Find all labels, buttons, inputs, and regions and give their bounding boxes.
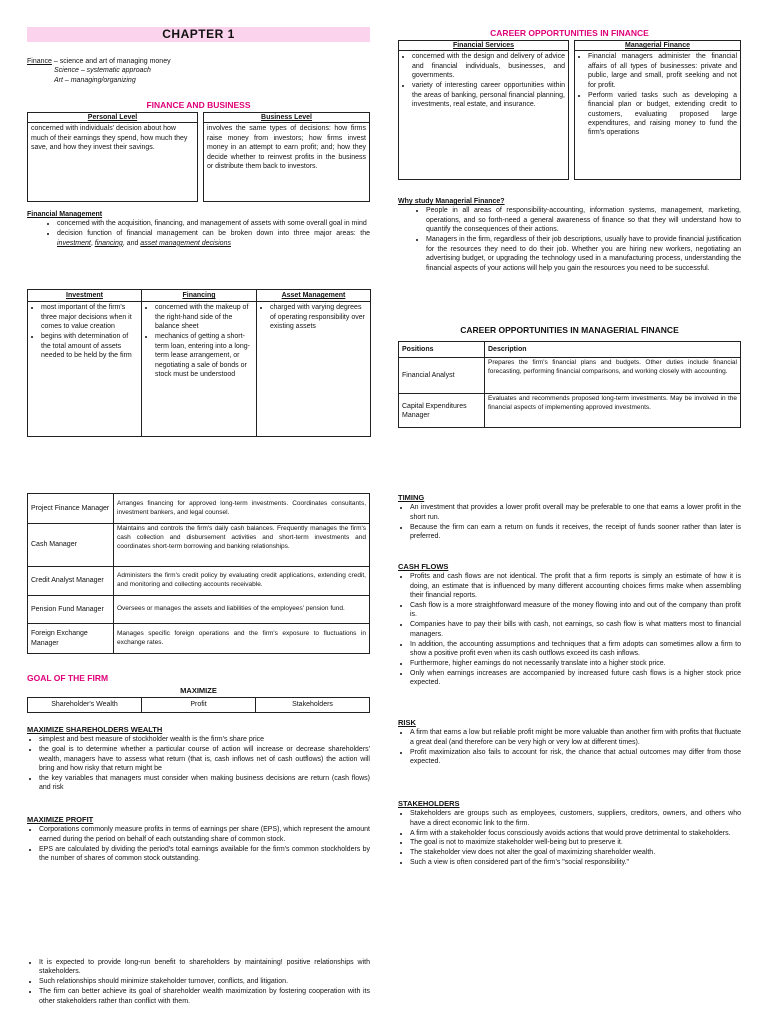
financial-management-head: Financial Management — [27, 211, 103, 218]
description-cell: Administers the firm's credit policy by evaluating credit applications, extending credit, and monitoring and collecting accounts receivable. — [114, 567, 370, 596]
position-cell: Project Finance Manager — [28, 494, 114, 524]
cash-flows-head: CASH FLOWS — [398, 562, 449, 571]
cash-flows-section — [398, 562, 741, 688]
personal-level-text: concerned with individuals' decision about how much of their earnings they spend, how much they save, and how they invest their savings. — [31, 125, 188, 152]
financial-services-item-1: • concerned with the design and delivery of advice and financial individuals, businesses, and governments. — [412, 52, 565, 80]
managerial-career-title: CAREER OPPORTUNITIES IN MANAGERIAL FINANCE — [460, 325, 679, 335]
bottom-item-3: • The firm can better achieve its goal of shareholder wealth maximization by fostering cooperation with its other stakeholders rather than conflict with them. — [39, 987, 370, 1006]
goal-option: Stakeholders — [256, 698, 370, 713]
finance-definition — [27, 57, 367, 85]
asset-item-1: • charged with varying degrees of operating responsibility over existing assets — [270, 303, 367, 331]
business-level-box — [203, 112, 370, 202]
position-cell: Foreign Exchange Manager — [28, 624, 114, 654]
why-study-head: Why study Managerial Finance? — [398, 198, 505, 205]
fin-mgmt-bullet-1: • concerned with the acquisition, financing, and management of assets with some overall goal in mind — [57, 219, 370, 228]
goal-options-table — [27, 697, 370, 713]
timing-section — [398, 493, 741, 542]
position-cell: Credit Analyst Manager — [28, 567, 114, 596]
position-cell: Capital Expenditures Manager — [399, 394, 485, 428]
investment-head: Investment — [28, 290, 142, 302]
why-study-section — [398, 197, 741, 274]
fin-mgmt-sep1: , — [90, 239, 95, 247]
managerial-finance-head: Managerial Finance — [575, 41, 740, 51]
stakeholders-item-1: • Stakeholders are groups such as employees, customers, suppliers, creditors, owners, and others who have a direct economic link to the firm. — [410, 809, 741, 828]
business-level-head: Business Level — [204, 113, 369, 123]
description-cell: Maintains and controls the firm's daily cash balances. Frequently manages the firm's cash collection and disbursement activities and short-term investments and coordinates short-term borrowing and banking relationships. — [114, 524, 370, 567]
finance-def-text: – science and art of managing money — [51, 58, 171, 65]
cash-flows-item-2: • Cash flow is a more straightforward measure of the money flowing into and out of the company than profit is. — [410, 601, 741, 620]
description-col-head: Description — [485, 342, 741, 358]
finance-term: Finance — [27, 58, 52, 65]
financing-head: Financing — [142, 290, 257, 302]
positions-col-head: Positions — [399, 342, 485, 358]
cash-flows-item-1: • Profits and cash flows are not identical. The profit that a firm reports is simply an estimate of how it is doing, an estimate that is influenced by many different accounting choices firms make when assembling their financial reports. — [410, 572, 741, 600]
msw-head: MAXIMIZE SHAREHOLDERS WEALTH — [27, 725, 163, 734]
position-cell: Pension Fund Manager — [28, 596, 114, 624]
timing-head: TIMING — [398, 493, 425, 502]
position-cell: Cash Manager — [28, 524, 114, 567]
description-cell: Evaluates and recommends proposed long-term investments. May be involved in the financial aspects of implementing approved investments. — [485, 394, 741, 428]
goal-option: Profit — [142, 698, 256, 713]
fin-mgmt-b2-text: decision function of financial management can be broken down into three major areas: the — [57, 230, 370, 238]
fin-mgmt-bullet-2 — [57, 229, 370, 248]
mp-item-1: • Corporations commonly measure profits in terms of earnings per share (EPS), which represent the amount earned during the period on behalf of each outstanding share of common stock. — [39, 825, 370, 844]
risk-item-2: • Profit maximization also fails to account for risk, the chance that actual outcomes may differ from those expected. — [410, 748, 741, 767]
why-study-item-1: • People in all areas of responsibility-accounting, information systems, management, marketing, operations, and so forth-need a general awareness of finance so that they will understand how to quantify the consequences of their actions. — [426, 206, 741, 234]
stakeholders-item-3: • The goal is not to maximize stakeholder well-being but to preserve it. — [410, 838, 741, 847]
investment-cell — [28, 302, 142, 437]
cash-flows-item-5: • Furthermore, higher earnings do not necessarily translate into a higher stock price. — [410, 659, 741, 668]
description-cell: Arranges financing for approved long-term investments. Coordinates consultants, investment bankers, and legal counsel. — [114, 494, 370, 524]
risk-section — [398, 718, 741, 767]
position-cell: Financial Analyst — [399, 358, 485, 394]
msw-item-2: • the goal is to determine whether a particular course of action will increase or decrease shareholders' wealth, managers have to assess what return (that is, cash inflows net of cash outflows) the action will bring and how risky that return might be — [39, 745, 370, 773]
maximize-profit-section — [27, 815, 370, 864]
financial-services-head: Financial Services — [399, 41, 568, 51]
fin-mgmt-investment-link: investment — [57, 239, 91, 247]
finance-business-title: FINANCE AND BUSINESS — [146, 100, 251, 110]
maximize-shareholders-section — [27, 725, 370, 793]
risk-item-1: • A firm that earns a low but reliable profit might be more valuable than another firm with profits that fluctuate a great deal (and therefore can be very high or very low at different times). — [410, 728, 741, 747]
description-cell: Manages specific foreign operations and the firm's exposure to fluctuations in exchange rates. — [114, 624, 370, 654]
investment-item-1: • most important of the firm's three major decisions when it comes to value creation — [41, 303, 138, 331]
personal-level-head: Personal Level — [28, 113, 197, 123]
mp-head: MAXIMIZE PROFIT — [27, 815, 94, 824]
stakeholders-item-4: • The stakeholder view does not alter the goal of maximizing shareholder wealth. — [410, 848, 741, 857]
positions-table — [27, 493, 370, 654]
asset-cell — [257, 302, 371, 437]
career-opportunities-title: CAREER OPPORTUNITIES IN FINANCE — [490, 28, 649, 38]
asset-management-head: Asset Management — [257, 290, 371, 302]
why-study-item-2: • Managers in the firm, regardless of their job descriptions, usually have to provide financial justification for the resources they need to do their job. Whether you are hiring new workers, negotiating an advertising budget, or upgrading the technology used in a manufacturing process, understanding the financial aspects of your actions will help you gain the resources you need to be successful. — [426, 235, 741, 273]
bottom-item-2: • Such relationships should minimize stakeholder turnover, conflicts, and litigation. — [39, 977, 370, 986]
fin-mgmt-asset-link: asset management decisions — [140, 239, 231, 247]
timing-item-1: • An investment that provides a lower profit overall may be preferable to one that earns a lower profit in the short run. — [410, 503, 741, 522]
investment-item-2: • begins with determination of the total amount of assets needed to be held by the firm — [41, 332, 138, 360]
business-level-text: involves the same types of decisions: how firms raise money from investors; how firms invest money in an attempt to earn profit; and; how they decide whether to reinvest profits in the business or distribute them back to investors. — [207, 125, 366, 171]
bottom-notes — [27, 958, 370, 1007]
personal-level-box — [27, 112, 198, 202]
managerial-finance-box — [574, 40, 741, 180]
fin-mgmt-sep2: , and — [122, 239, 141, 247]
risk-head: RISK — [398, 718, 416, 727]
mp-item-2: • EPS are calculated by dividing the period's total earnings available for the firm's common stockholders by the number of shares of common stock outstanding. — [39, 845, 370, 864]
stakeholders-item-2: • A firm with a stakeholder focus consciously avoids actions that would prove detrimental to stakeholders. — [410, 829, 741, 838]
description-cell: Oversees or manages the assets and liabilities of the employees' pension fund. — [114, 596, 370, 624]
description-cell: Prepares the firm's financial plans and budgets. Other duties include financial forecasting, performing financial comparisons, and working closely with accounting. — [485, 358, 741, 394]
finance-science: Science – systematic approach — [54, 67, 151, 75]
maximize-label: MAXIMIZE — [180, 686, 217, 695]
fin-mgmt-financing-link: financing — [94, 239, 123, 247]
msw-item-1: • simplest and best measure of stockholder wealth is the firm's share price — [39, 735, 370, 744]
managerial-finance-item-2: • Perform varied tasks such as developing a financial plan or budget, extending credit to customers, evaluating proposed large expenditures, and raising money to fund the firm's operations — [588, 91, 737, 138]
financing-item-2: • mechanics of getting a short-term loan, entering into a long-term lease arrangement, or negotiating a sale of bonds or stock must be understood — [155, 332, 253, 379]
goal-option: Shareholder's Wealth — [28, 698, 142, 713]
timing-item-2: • Because the firm can earn a return on funds it receives, the receipt of funds sooner rather than later is preferred. — [410, 523, 741, 542]
financial-management-section — [27, 210, 370, 249]
financial-services-item-2: • variety of interesting career opportunities within the areas of banking, personal financial planning, investments, real estate, and insurance. — [412, 81, 565, 109]
bottom-item-1: • It is expected to provide long-run benefit to shareholders by maintaining! positive relationships with stakeholders. — [39, 958, 370, 977]
stakeholders-head: STAKEHOLDERS — [398, 799, 460, 808]
managerial-career-table — [398, 341, 741, 428]
stakeholders-item-5: • Such a view is often considered part of the firm's "social responsibility." — [410, 858, 741, 867]
msw-item-3: • the key variables that managers must consider when making business decisions are return (cash flows) and risk — [39, 774, 370, 793]
stakeholders-section — [398, 799, 741, 868]
goal-title: GOAL OF THE FIRM — [27, 673, 109, 683]
decisions-table — [27, 289, 371, 437]
financing-item-1: • concerned with the makeup of the right-hand side of the balance sheet — [155, 303, 253, 331]
cash-flows-item-3: • Companies have to pay their bills with cash, not earnings, so cash flow is what matters most to financial managers. — [410, 620, 741, 639]
cash-flows-item-4: • In addition, the accounting assumptions and techniques that a firm adopts can sometimes allow a firm to show a positive profit even when its cash outflows exceed its cash inflows. — [410, 640, 741, 659]
financial-services-box — [398, 40, 569, 180]
cash-flows-item-6: • Only when earnings increases are accompanied by increased future cash flows is a higher stock price expected. — [410, 669, 741, 688]
chapter-title: CHAPTER 1 — [27, 27, 370, 42]
financing-cell — [142, 302, 257, 437]
finance-art: Art – managing/organizing — [54, 76, 136, 84]
managerial-finance-item-1: • Financial managers administer the financial affairs of all types of businesses: private and public, large and small, profit seeking and not for profit. — [588, 52, 737, 90]
